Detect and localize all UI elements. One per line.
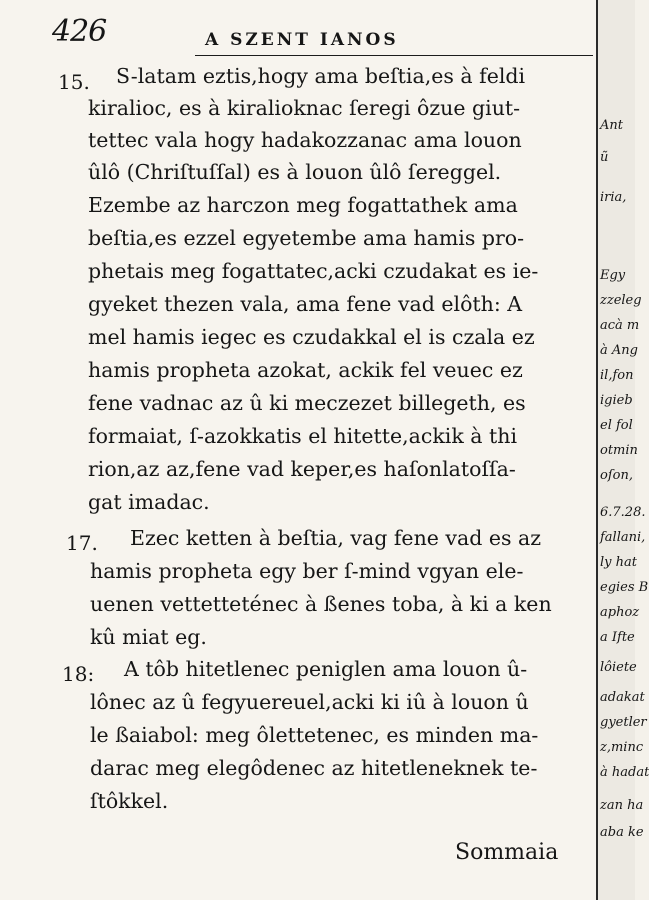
text-line: lônec az û fegyuereuel,acki ki iû à louon û: [90, 690, 529, 714]
text-line: Ezec ketten à beſtia, vag fene vad es az: [130, 526, 542, 550]
verse-number: 18:: [62, 662, 95, 686]
text-line: hamis propheta azokat, ackik fel veuec ez: [88, 358, 523, 382]
facing-page-edge: [596, 0, 649, 900]
page-number: 426: [52, 14, 107, 49]
text-line: kû miat eg.: [90, 625, 207, 649]
text-line: rion,az az,fene vad keper,es haſonlatoſſa-: [88, 457, 516, 481]
text-line: uenen vettetteténec à ßenes toba, à ki a ken: [90, 592, 552, 616]
text-line: kiralioc, es à kiralioknac ſeregi ôzue giut-: [88, 96, 521, 120]
facing-page-fragment: z,minc: [600, 740, 644, 755]
facing-page-fragment: a Ifte: [600, 630, 635, 645]
facing-page-fragment: ũ: [600, 150, 609, 165]
facing-page-fragment: egies B: [600, 580, 649, 595]
text-line: gat imadac.: [88, 490, 210, 514]
text-line: Ezembe az harczon meg fogattathek ama: [88, 193, 518, 217]
text-line: tettec vala hogy hadakozzanac ama louon: [88, 128, 522, 152]
verse-number: 17.: [66, 531, 98, 555]
facing-page-fragment: 6.7.28.: [600, 505, 646, 520]
verse-number: 15.: [58, 70, 90, 94]
text-line: darac meg elegôdenec az hitetleneknek te-: [90, 756, 538, 780]
facing-page-fragment: gyetler: [600, 715, 647, 730]
facing-page-fragment: adakat: [600, 690, 645, 705]
text-line: ûlô (Chriſtuſſal) es à louon ûlô ſereggel.: [88, 160, 502, 184]
facing-page-fragment: zzeleg: [600, 293, 642, 308]
facing-page-fragment: fallani,: [600, 530, 646, 545]
facing-page-fragment: igieb: [600, 393, 633, 408]
header-rule: [195, 55, 593, 56]
text-line: le ßaiabol: meg ôlettetenec, es minden ma-: [90, 723, 539, 747]
text-line: ſtôkkel.: [90, 789, 169, 813]
facing-page-fragment: Ant: [600, 118, 623, 133]
text-line: hamis propheta egy ber ſ-mind vgyan ele-: [90, 559, 524, 583]
facing-page-fragment: à hadat: [600, 765, 649, 780]
facing-page-fragment: il,fon: [600, 368, 634, 383]
catchword: Sommaia: [455, 840, 559, 865]
facing-page-fragment: Egy: [600, 268, 626, 283]
text-line: mel hamis iegec es czudakkal el is czala ez: [88, 325, 535, 349]
facing-page-fragment: zan ha: [600, 798, 644, 813]
facing-page-fragment: iria,: [600, 190, 627, 205]
facing-page-fragment: acà m: [600, 318, 640, 333]
facing-page-fragment: ly hat: [600, 555, 637, 570]
running-head: A SZENT IANOS: [205, 30, 399, 50]
facing-page-fragment: el fol: [600, 418, 633, 433]
facing-page-fragment: lôiete: [600, 660, 637, 675]
facing-page-fragment: à Ang: [600, 343, 638, 358]
text-line: gyeket thezen vala, ama fene vad elôth: A: [88, 292, 523, 316]
facing-page-fragment: otmin: [600, 443, 638, 458]
text-line: phetais meg fogattatec,acki czudakat es ie-: [88, 259, 539, 283]
text-line: S-latam eztis,hogy ama beſtia,es à feldi: [116, 64, 526, 88]
text-line: beſtia,es ezzel egyetembe ama hamis pro-: [88, 226, 525, 250]
facing-page-fragment: oſon,: [600, 468, 633, 483]
text-line: A tôb hitetlenec peniglen ama louon û-: [124, 657, 528, 681]
text-line: fene vadnac az û ki meczezet billegeth, es: [88, 391, 526, 415]
text-line: formaiat, ſ-azokkatis el hitette,ackik à thi: [88, 424, 518, 448]
facing-page-fragment: aphoz: [600, 605, 640, 620]
facing-page-fragment: aba ke: [600, 825, 644, 840]
